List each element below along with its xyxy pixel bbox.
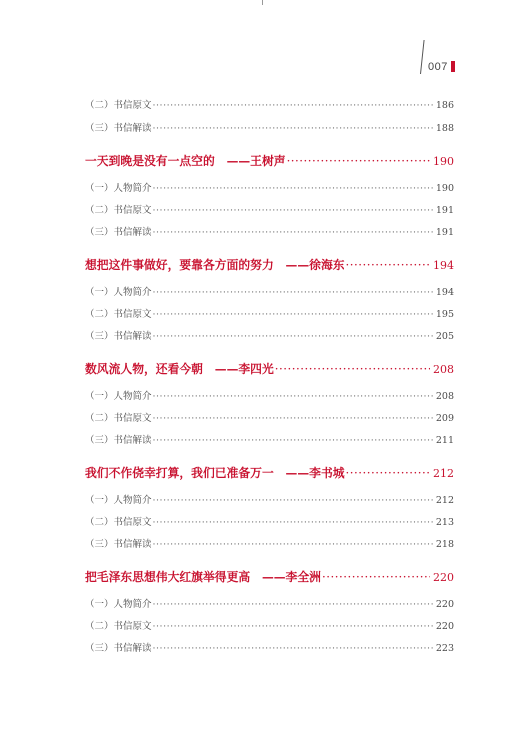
toc-entry-title: （二）书信原文 xyxy=(85,309,152,320)
toc-chapter-page: 212 xyxy=(433,467,454,480)
toc-entry-title: （二）书信原文 xyxy=(85,205,152,216)
toc-leader-dots xyxy=(153,538,433,552)
toc-chapter-entry[interactable] xyxy=(85,257,454,274)
toc-entry-page: 205 xyxy=(435,331,454,342)
toc-entry-page: 191 xyxy=(435,227,454,238)
toc-leader-dots xyxy=(287,153,430,170)
toc-chapter-title: 把毛泽东思想伟大红旗举得更高 ——李全洲 xyxy=(85,570,321,584)
toc-entry-page: 208 xyxy=(435,391,454,402)
toc-leader-dots xyxy=(153,204,433,218)
toc-leader-dots xyxy=(153,330,433,344)
toc-leader-dots xyxy=(153,122,433,136)
toc-entry[interactable] xyxy=(85,598,454,612)
toc-entry[interactable] xyxy=(85,330,454,344)
toc-entry-title: （三）书信解读 xyxy=(85,539,152,550)
toc-entry-page: 213 xyxy=(435,517,454,528)
toc-entry[interactable] xyxy=(85,226,454,240)
toc-entry-title: （二）书信原文 xyxy=(85,621,152,632)
toc-chapter-page: 220 xyxy=(433,571,454,584)
toc-entry[interactable] xyxy=(85,620,454,634)
toc-leader-dots xyxy=(153,390,433,404)
toc-entry-page: 211 xyxy=(435,435,454,446)
toc-entry-title: （一）人物简介 xyxy=(85,183,152,194)
toc-entry-title: （三）书信解读 xyxy=(85,227,152,238)
toc-entry[interactable] xyxy=(85,99,454,113)
toc-entry[interactable] xyxy=(85,494,454,508)
toc-entry-page: 191 xyxy=(435,205,454,216)
toc-chapter-title: 一天到晚是没有一点空的 ——王树声 xyxy=(85,154,286,168)
toc-leader-dots xyxy=(275,361,430,378)
toc-leader-dots xyxy=(346,465,430,482)
toc-entry-page: 194 xyxy=(435,287,454,298)
toc-entry[interactable] xyxy=(85,516,454,530)
toc-entry-title: （三）书信解读 xyxy=(85,643,152,654)
toc-leader-dots xyxy=(153,308,433,322)
toc-entry[interactable] xyxy=(85,182,454,196)
toc-entry-page: 209 xyxy=(435,413,454,424)
toc-entry-title: （一）人物简介 xyxy=(85,599,152,610)
toc-entry-page: 223 xyxy=(435,643,454,654)
toc-leader-dots xyxy=(153,182,433,196)
toc-entry-title: （一）人物简介 xyxy=(85,495,152,506)
toc-entry-page: 218 xyxy=(435,539,454,550)
toc-entry-title: （二）书信原文 xyxy=(85,100,152,111)
toc-entry-page: 212 xyxy=(435,495,454,506)
toc-entry[interactable] xyxy=(85,204,454,218)
toc-entry-page: 186 xyxy=(435,100,454,111)
toc-entry-title: （一）人物简介 xyxy=(85,391,152,402)
toc-chapter-page: 208 xyxy=(433,363,454,376)
toc-leader-dots xyxy=(346,257,430,274)
toc-leader-dots xyxy=(153,620,433,634)
toc-chapter-entry[interactable] xyxy=(85,361,454,378)
toc-leader-dots xyxy=(153,598,433,612)
toc-leader-dots xyxy=(153,99,433,113)
toc-entry-page: 220 xyxy=(435,599,454,610)
toc-entry[interactable] xyxy=(85,390,454,404)
toc-entry[interactable] xyxy=(85,412,454,426)
toc-entry-title: （三）书信解读 xyxy=(85,123,152,134)
toc-leader-dots xyxy=(153,516,433,530)
toc-entry-page: 195 xyxy=(435,309,454,320)
toc-entry-title: （一）人物简介 xyxy=(85,287,152,298)
toc-entry-title: （三）书信解读 xyxy=(85,331,152,342)
toc-entry-title: （二）书信原文 xyxy=(85,413,152,424)
toc-chapter-entry[interactable] xyxy=(85,153,454,170)
toc-leader-dots xyxy=(153,286,433,300)
toc-entry-title: （三）书信解读 xyxy=(85,435,152,446)
toc-chapter-page: 190 xyxy=(433,155,454,168)
toc-chapter-entry[interactable] xyxy=(85,569,454,586)
page-number: 007 xyxy=(428,61,448,73)
toc-entry[interactable] xyxy=(85,434,454,448)
toc-entry[interactable] xyxy=(85,286,454,300)
toc-leader-dots xyxy=(322,569,430,586)
toc-chapter-page: 194 xyxy=(433,259,454,272)
toc-entry-page: 220 xyxy=(435,621,454,632)
toc-chapter-entry[interactable] xyxy=(85,465,454,482)
toc-chapter-title: 我们不作侥幸打算，我们已准备万一 ——李书城 xyxy=(85,466,345,480)
toc-entry[interactable] xyxy=(85,308,454,322)
toc-entry[interactable] xyxy=(85,538,454,552)
toc-leader-dots xyxy=(153,642,433,656)
toc-leader-dots xyxy=(153,412,433,426)
toc-entry[interactable] xyxy=(85,642,454,656)
toc-leader-dots xyxy=(153,494,433,508)
toc-entry-title: （二）书信原文 xyxy=(85,517,152,528)
toc-entry-page: 188 xyxy=(435,123,454,134)
toc-leader-dots xyxy=(153,434,433,448)
toc-chapter-title: 数风流人物，还看今朝 ——李四光 xyxy=(85,362,274,376)
toc-entry[interactable] xyxy=(85,122,454,136)
toc-leader-dots xyxy=(153,226,433,240)
toc-entry-page: 190 xyxy=(435,183,454,194)
toc-chapter-title: 想把这件事做好，要靠各方面的努力 ——徐海东 xyxy=(85,258,345,272)
